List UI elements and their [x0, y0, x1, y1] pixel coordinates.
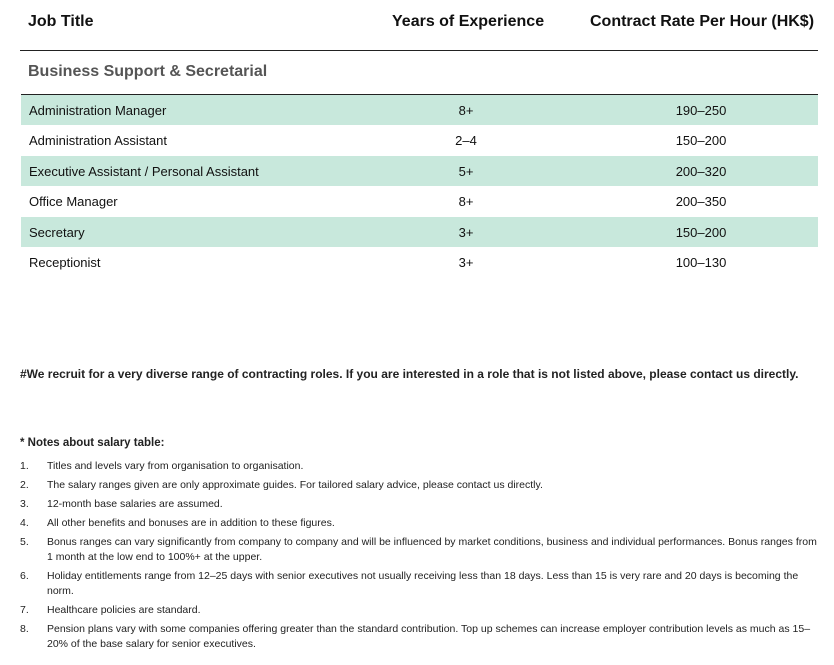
note-number: 1. — [20, 460, 29, 472]
note-number: 5. — [20, 536, 29, 548]
list-item — [20, 603, 820, 618]
note-number: 8. — [20, 623, 29, 635]
contracting-roles-footnote: #We recruit for a very diverse range of contracting roles. If you are interested in a role that is not listed above, please contact us directly. — [20, 367, 799, 381]
header-years-of-experience: Years of Experience — [392, 13, 545, 30]
notes-title: * Notes about salary table: — [20, 437, 165, 449]
table-row: Secretary 3+ 150–200 — [21, 217, 818, 247]
list-item — [20, 459, 820, 474]
note-number: 6. — [20, 570, 29, 582]
note-number: 7. — [20, 604, 29, 616]
table-row: Office Manager 8+ 200–350 — [29, 194, 727, 210]
note-number: 2. — [20, 479, 29, 491]
table-row: Executive Assistant / Personal Assistant 5+ 200–320 — [21, 156, 818, 186]
list-item — [20, 497, 820, 512]
note-text: 12-month base salaries are assumed. — [47, 498, 223, 510]
cell-job: Receptionist — [29, 254, 101, 270]
note-text: Bonus ranges can vary significantly from company to company and will be influenced by market conditions, business and individual performances. Bonus ranges from 1 month at the low end to 100%+ at the upper. — [47, 536, 817, 563]
note-text: All other benefits and bonuses are in addition to these figures. — [47, 517, 335, 529]
table-row: Administration Manager 8+ 190–250 — [21, 95, 818, 125]
notes-list — [20, 459, 820, 656]
note-number: 4. — [20, 517, 29, 529]
list-item — [20, 535, 820, 565]
list-item — [20, 516, 820, 531]
cell-job: Administration Assistant — [29, 133, 168, 149]
header-contract-rate: Contract Rate Per Hour (HK$) — [590, 13, 815, 30]
table-header — [20, 0, 818, 51]
salary-table — [21, 94, 818, 277]
cell-job: Secretary — [29, 224, 85, 240]
note-text: Pension plans vary with some companies offering greater than the standard contribution. Top up schemes can increase employer contribution levels as much as 15–20% of the base salary for senior executives. — [47, 623, 811, 650]
list-item — [20, 622, 820, 652]
table-row: Receptionist 3+ 100–130 — [29, 254, 727, 270]
header-job-title: Job Title — [28, 13, 94, 30]
table-row: Administration Assistant 2–4 150–200 — [29, 133, 727, 149]
cell-job: Administration Manager — [29, 103, 167, 118]
list-item — [20, 569, 820, 599]
note-text: Healthcare policies are standard. — [47, 604, 201, 616]
note-text: The salary ranges given are only approximate guides. For tailored salary advice, please contact us directly. — [47, 479, 543, 491]
note-text: Holiday entitlements range from 12–25 days with senior executives not usually receiving less than 18 days. Less than 15 is very rare and 20 days is becoming the norm. — [47, 570, 799, 597]
note-text: Titles and levels vary from organisation to organisation. — [47, 460, 304, 472]
note-number: 3. — [20, 498, 29, 510]
cell-job: Office Manager — [29, 194, 118, 210]
section-title: Business Support & Secretarial — [28, 63, 268, 80]
cell-job: Executive Assistant / Personal Assistant — [29, 163, 259, 179]
list-item — [20, 478, 820, 493]
